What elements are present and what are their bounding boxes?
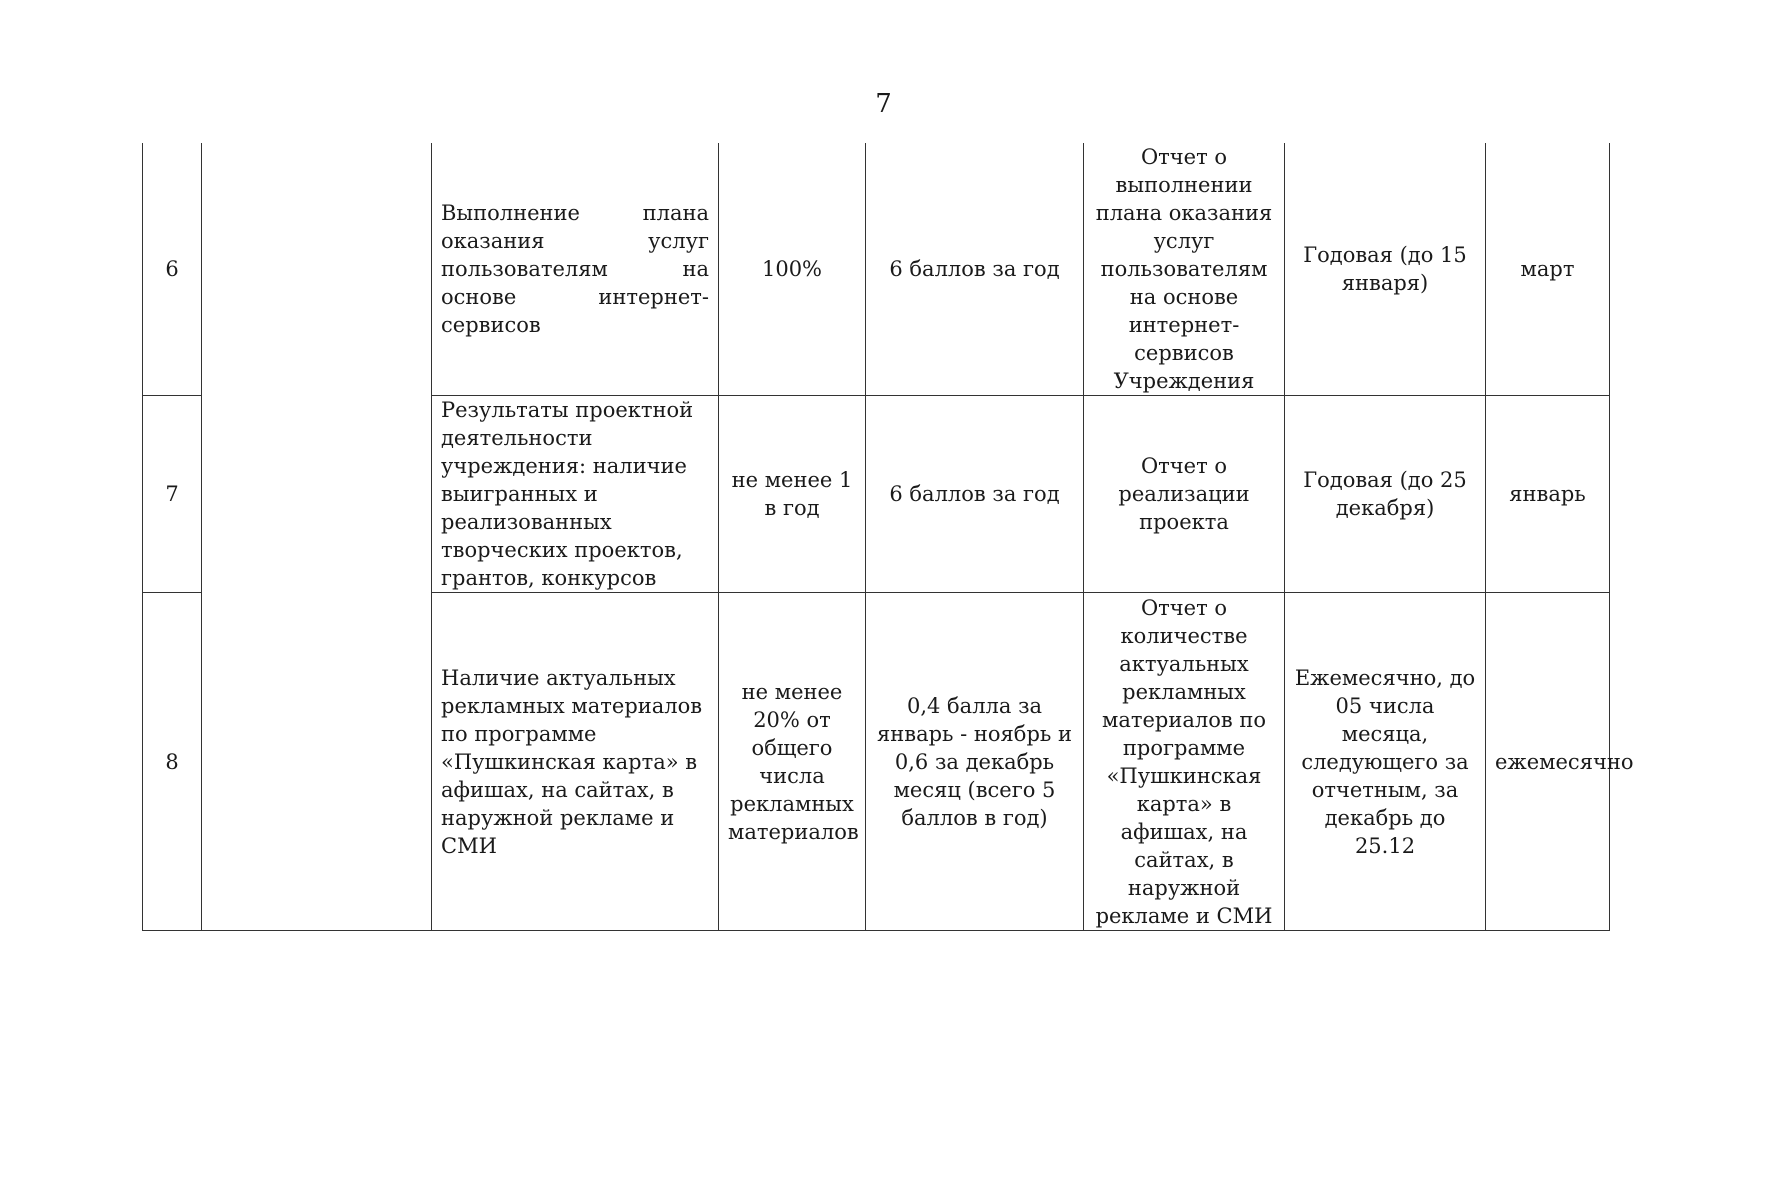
report-cell: Отчет о количестве актуальных рекламных материалов по программе «Пушкинская карта» в афишах, на сайтах, в наружной рекламе и СМИ — [1084, 593, 1285, 931]
target-value-cell: 100% — [719, 143, 866, 396]
score-cell: 6 баллов за год — [866, 396, 1084, 593]
indicator-cell: Выполнение плана оказания услуг пользователям на основе интернет-сервисов — [432, 143, 719, 396]
report-cell: Отчет о выполнении плана оказания услуг пользователям на основе интернет-сервисов Учреждения — [1084, 143, 1285, 396]
frequency-cell: Ежемесячно, до 05 числа месяца, следующего за отчетным, за декабрь до 25.12 — [1285, 593, 1486, 931]
indicator-cell: Наличие актуальных рекламных материалов по программе «Пушкинская карта» в афишах, на сайтах, в наружной рекламе и СМИ — [432, 593, 719, 931]
period-cell: март — [1486, 143, 1610, 396]
criteria-table — [142, 143, 1634, 931]
score-cell: 6 баллов за год — [866, 143, 1084, 396]
row-number: 6 — [143, 143, 202, 396]
frequency-cell: Годовая (до 15 января) — [1285, 143, 1486, 396]
page-number: 7 — [875, 89, 892, 119]
period-cell: январь — [1486, 396, 1610, 593]
period-cell: ежемесячно — [1486, 593, 1610, 931]
target-value-cell: не менее 20% от общего числа рекламных материалов — [719, 593, 866, 931]
frequency-cell: Годовая (до 25 декабря) — [1285, 396, 1486, 593]
merged-criteria-cell — [202, 143, 432, 931]
row-number: 8 — [143, 593, 202, 931]
target-value-cell: не менее 1 в год — [719, 396, 866, 593]
row-number: 7 — [143, 396, 202, 593]
indicator-cell: Результаты проектной деятельности учреждения: наличие выигранных и реализованных творческих проектов, грантов, конкурсов — [432, 396, 719, 593]
table-row — [143, 143, 1610, 396]
report-cell: Отчет о реализации проекта — [1084, 396, 1285, 593]
score-cell: 0,4 балла за январь - ноябрь и 0,6 за декабрь месяц (всего 5 баллов в год) — [866, 593, 1084, 931]
